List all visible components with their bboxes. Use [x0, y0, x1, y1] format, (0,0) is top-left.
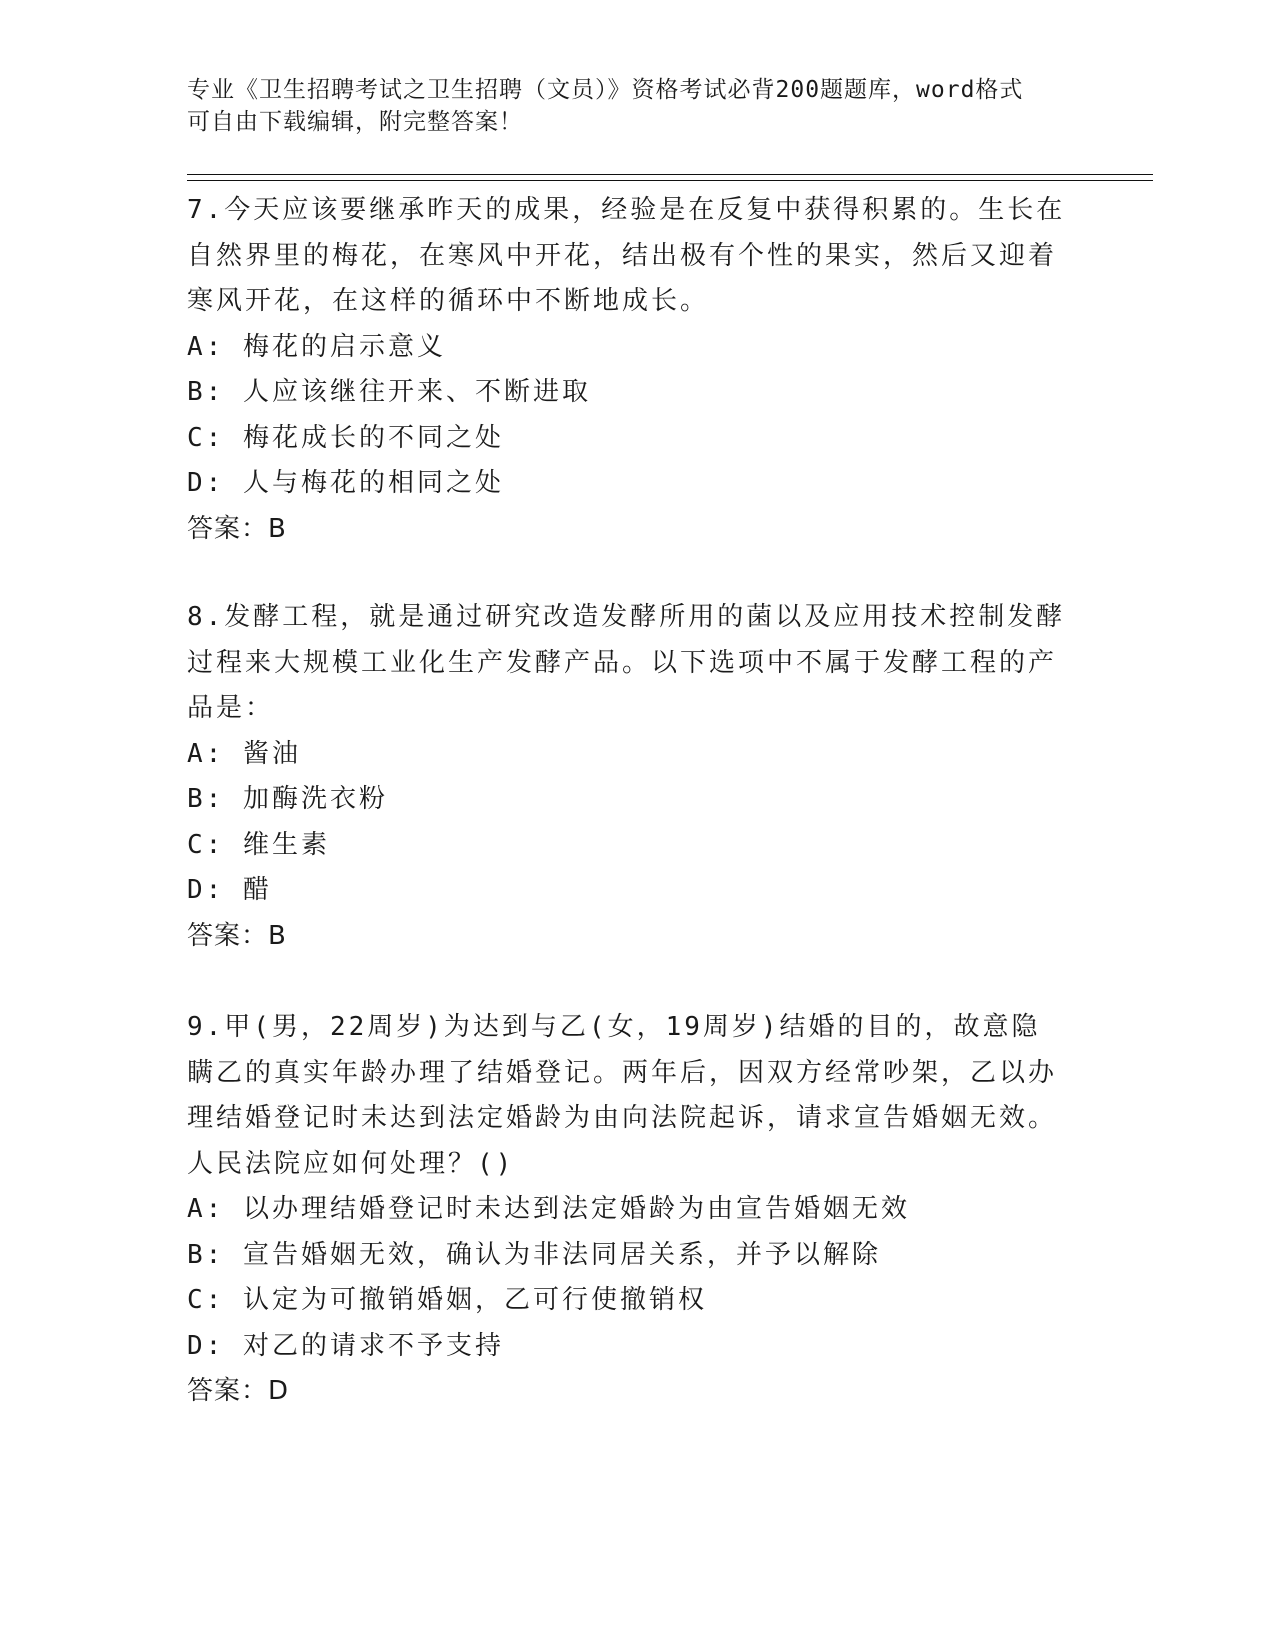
option-b: B: 宣告婚姻无效，确认为非法同居关系，并予以解除: [187, 1239, 881, 1270]
question-stem: 9.甲(男，22周岁)为达到与乙(女，19周岁)结婚的目的，故意隐瞒乙的真实年龄办理了结婚登记。两年后，因双方经常吵架，乙以办理结婚登记时未达到法定婚龄为由向法院起诉，请求宣告婚姻无效。人民法院应如何处理？(): [187, 1012, 1058, 1179]
question-stem: 8.发酵工程，就是通过研究改造发酵所用的菌以及应用技术控制发酵过程来大规模工业化生产发酵产品。以下选项中不属于发酵工程的产品是：: [187, 602, 1066, 723]
header-divider-top: [187, 174, 1153, 175]
answer: 答案：B: [187, 513, 287, 544]
question-9: [187, 1005, 1067, 1415]
question-7: [187, 188, 1067, 552]
option-a: A: 以办理结婚登记时未达到法定婚龄为由宣告婚姻无效: [187, 1194, 910, 1224]
option-a: A: 梅花的启示意义: [187, 331, 446, 362]
option-d: D: 人与梅花的相同之处: [187, 468, 504, 498]
answer: 答案：B: [187, 920, 287, 951]
option-c: C: 梅花成长的不同之处: [187, 422, 504, 453]
option-b: B: 人应该继往开来、不断进取: [187, 377, 591, 407]
option-c: C: 认定为可撤销婚姻，乙可行使撤销权: [187, 1285, 707, 1315]
option-c: C: 维生素: [187, 829, 330, 860]
header-divider-bottom: [187, 180, 1153, 181]
document-header: [187, 74, 1067, 138]
header-line-2: 可自由下载编辑，附完整答案！: [187, 109, 523, 135]
header-line-1: 专业《卫生招聘考试之卫生招聘（文员）》资格考试必背200题题库，word格式: [187, 77, 1024, 103]
option-b: B: 加酶洗衣粉: [187, 784, 388, 814]
answer: 答案：D: [187, 1376, 290, 1406]
option-d: D: 对乙的请求不予支持: [187, 1330, 504, 1361]
question-stem: 7.今天应该要继承昨天的成果，经验是在反复中获得积累的。生长在自然界里的梅花，在寒风中开花，结出极有个性的果实，然后又迎着寒风开花，在这样的循环中不断地成长。: [187, 195, 1066, 316]
question-8: [187, 595, 1067, 959]
option-a: A: 酱油: [187, 738, 301, 769]
option-d: D: 醋: [187, 875, 272, 905]
